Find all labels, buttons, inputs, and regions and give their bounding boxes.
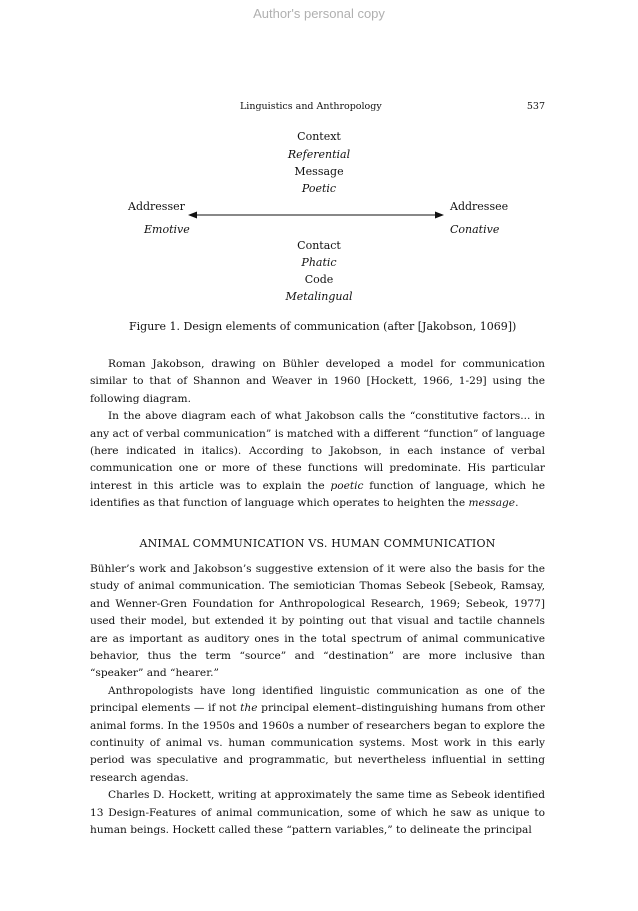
italic-text: the [240, 702, 258, 715]
diagram-contact: Contact [297, 239, 341, 252]
text-run: principal element–distinguishing humans from other animal forms. In the 1950s and 1960s a number of researchers began to explore the continuity of animal vs. human communication systems. Most work in this early period was speculative and programmatic, but nevertheless influential in setting research agendas. [90, 702, 545, 784]
paragraph [90, 408, 545, 512]
paragraph [90, 787, 545, 839]
text-run: Anthropologists have long identified linguistic communication as one of the principal elements — if not [90, 684, 545, 715]
diagram-metalingual: Metalingual [285, 290, 353, 303]
paragraph [90, 356, 545, 408]
watermark: Author's personal copy [253, 6, 385, 21]
diagram-conative: Conative [450, 223, 500, 236]
text-run: . [515, 497, 519, 510]
text-run: Charles D. Hockett, writing at approximately the same time as Sebeok identified 13 Design-Features of animal communication, some of which he saw as unique to human beings. Hockett called these “pattern variables,” to delineate the principal [90, 789, 545, 837]
paragraph [90, 683, 545, 787]
text-run: Bühler’s work and Jakobson’s suggestive extension of it were also the basis for the study of animal communication. The semiotician Thomas Sebeok [Sebeok, Ramsay, and Wenner-Gren Foundation for Anthropological Research, 1969; Sebeok, 1977] used their model, but extended it by pointing out that visual and tactile channels are as important as auditory ones in the total spectrum of animal communicative behavior, thus the term “source” and “destination” are more inclusive than “speaker” and “hearer.” [90, 563, 545, 680]
figure-caption: Figure 1. Design elements of communication (after [Jakobson, 1069]) [129, 320, 517, 333]
running-head-title: Linguistics and Anthropology [240, 101, 382, 112]
diagram-emotive: Emotive [144, 223, 190, 236]
intro-text [90, 356, 545, 513]
italic-text: message [468, 497, 516, 510]
diagram-message: Message [294, 165, 344, 178]
diagram-context: Context [297, 130, 341, 143]
section-heading: ANIMAL COMMUNICATION VS. HUMAN COMMUNICATION [139, 537, 496, 550]
text-run: Roman Jakobson, drawing on Bühler developed a model for communication similar to that of Shannon and Weaver in 1960 [Hockett, 1966, 1-29] using the following diagram. [90, 358, 545, 405]
diagram-referential: Referential [287, 148, 351, 161]
diagram-poetic: Poetic [301, 182, 337, 195]
section-text [90, 561, 545, 840]
paragraph [90, 561, 545, 683]
communication-diagram [0, 0, 638, 320]
text-run: In the above diagram each of what Jakobson calls the “constitutive factors... in any act of verbal communication” is matched with a different “function” of language (here indicated in italics). According to Jakobson, in each instance of verbal communication one or more of these functions will predominate. His particular interest in this article was to explain the [90, 410, 545, 492]
double-arrow-icon [188, 208, 444, 222]
text-run: function of language, which he identifies as that function of language which operates to heighten the [90, 479, 545, 510]
diagram-phatic: Phatic [301, 256, 337, 269]
diagram-code: Code [304, 273, 334, 286]
page-number: 537 [526, 101, 545, 112]
diagram-addresser: Addresser [128, 200, 185, 213]
italic-text: poetic [330, 479, 364, 492]
diagram-addressee: Addressee [450, 200, 509, 213]
